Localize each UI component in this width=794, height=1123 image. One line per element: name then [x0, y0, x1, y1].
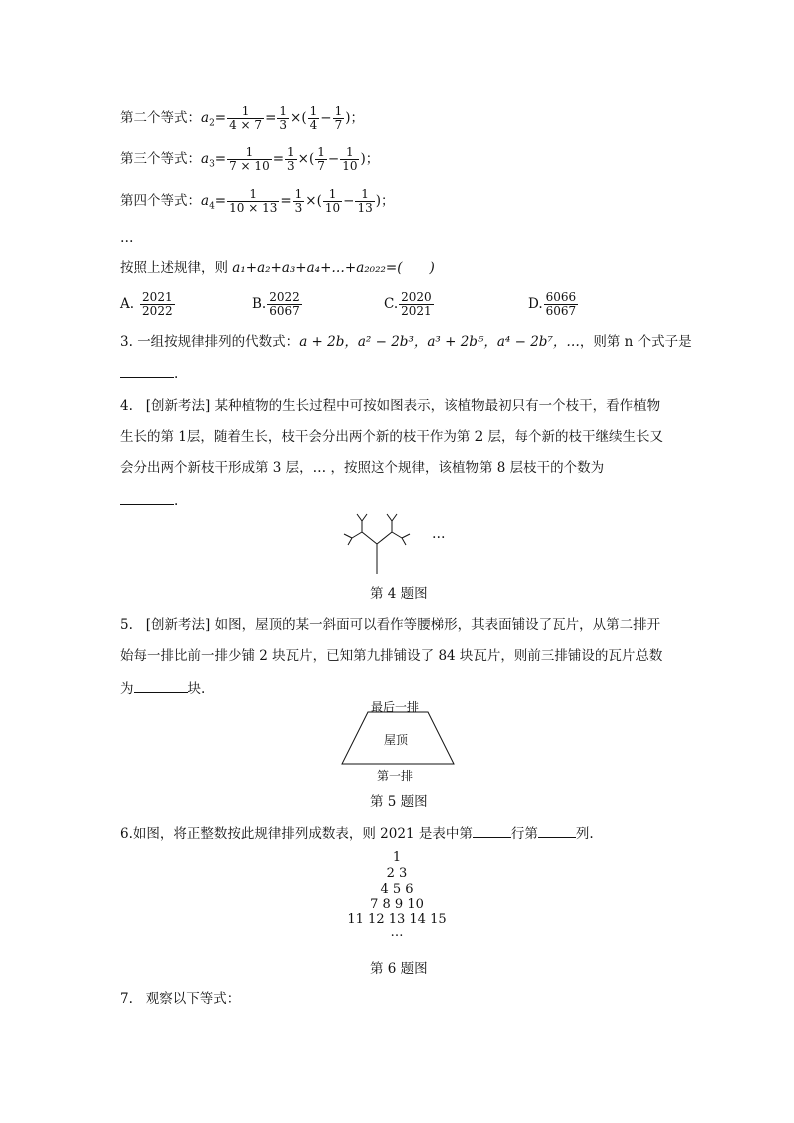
question-text: ，则第 n 个式子是: [579, 334, 692, 350]
q3-answer-line: [120, 363, 178, 383]
question-text: 一组按规律排列的代数式：: [137, 334, 300, 350]
close-paren: )；: [360, 151, 380, 167]
numerator: 6066: [545, 290, 577, 304]
equals: =: [280, 193, 292, 209]
option-fraction: [544, 291, 579, 318]
numerator: 1: [340, 146, 359, 160]
denominator: 3: [287, 159, 295, 173]
answer-blank-row[interactable]: [473, 823, 511, 838]
denominator: 2022: [142, 304, 173, 318]
q5-line-3: [120, 678, 205, 698]
q5-line-2: 始每一排比前一排少铺 2 块瓦片，已知第九排铺设了 84 块瓦片，则前三排铺设的瓦片总数: [120, 648, 663, 664]
fraction: [277, 105, 289, 132]
option-label: A.: [120, 296, 135, 312]
option-a[interactable]: [120, 286, 176, 322]
option-fraction: [267, 291, 302, 318]
trapezoid-bottom-label: 第一排: [377, 769, 414, 783]
question-expression: a₁+a₂+a₃+a₄+…+a₂₀₂₂=( ): [232, 260, 435, 276]
numerator: 1: [334, 104, 343, 118]
numerator: 1: [227, 188, 279, 202]
var-a: a: [201, 110, 210, 126]
denominator: 3: [294, 201, 303, 215]
q6-line: [120, 823, 594, 843]
period: .: [174, 366, 179, 382]
question-number: 5.: [120, 617, 133, 633]
period: .: [174, 493, 179, 509]
q3-line: [120, 333, 692, 351]
times-paren: ×(: [305, 193, 322, 209]
option-label: D.: [528, 296, 543, 312]
question-number: 4.: [120, 398, 133, 414]
trapezoid-center-label: 屋顶: [384, 733, 409, 747]
denominator: 10: [342, 159, 358, 173]
denominator: 7: [334, 118, 343, 132]
denominator: 2021: [401, 304, 432, 318]
times-paren: ×(: [297, 151, 315, 167]
q4-line-2: 生长的第 1层，随着生长，枝干会分出两个新的枝干作为第 2 层，每个新的枝干继续生长又: [120, 429, 664, 445]
fraction: [227, 105, 264, 132]
number-triangle-row-3: 4 5 6: [380, 882, 414, 897]
question-text: 列.: [575, 826, 594, 842]
fraction: [308, 105, 320, 132]
numerator: 1: [227, 105, 264, 119]
fraction: [323, 188, 342, 215]
number-triangle-row-4: 7 8 9 10: [370, 897, 424, 912]
option-c[interactable]: [384, 286, 435, 322]
subscript: 4: [209, 201, 215, 212]
question-tag: [创新考法]: [145, 398, 211, 414]
minus: −: [327, 151, 340, 167]
numerator: 1: [279, 104, 288, 118]
numerator: 1: [294, 187, 303, 201]
fraction: [340, 146, 359, 173]
tree-ellipsis: …: [432, 526, 446, 542]
q4-line-3: 会分出两个新枝干形成第 3 层，… ，按照这个规律，该植物第 8 层枝干的个数为: [120, 460, 605, 476]
fraction: [227, 146, 272, 173]
algebraic-sequence: a + 2b，a² − 2b³，a³ + 2b⁵，a⁴ − 2b⁷，…: [299, 334, 580, 350]
q4-answer-line: [120, 490, 178, 510]
q7-line: [120, 990, 240, 1008]
question-number: 3.: [120, 334, 133, 350]
option-fraction: [399, 291, 434, 318]
q4-line-1: [120, 397, 660, 415]
denominator: 7 × 10: [229, 159, 270, 173]
numerator: 1: [309, 104, 318, 118]
option-label: C.: [384, 296, 399, 312]
fraction: [285, 146, 297, 173]
fraction: [355, 188, 374, 215]
question-text: 为: [120, 681, 134, 697]
equals: =: [214, 110, 227, 126]
numerator: 1: [227, 146, 272, 160]
number-triangle-row-1: 1: [392, 850, 402, 865]
numerator: 2022: [269, 290, 300, 304]
q5-line-1: [120, 616, 660, 634]
number-triangle-ellipsis: …: [390, 925, 404, 940]
option-b[interactable]: [252, 286, 303, 322]
figure-caption-6: 第 6 题图: [370, 961, 428, 977]
subscript: 2: [209, 118, 215, 129]
answer-blank[interactable]: [134, 678, 188, 693]
option-label: B.: [252, 296, 267, 312]
var-a: a: [201, 151, 210, 167]
numerator: 1: [323, 188, 342, 202]
fraction: [293, 188, 305, 215]
branch-left: [362, 532, 377, 544]
question-number: 7.: [120, 991, 133, 1007]
denominator: 6067: [269, 304, 300, 318]
fraction: [333, 105, 345, 132]
trapezoid-top-label: 最后一排: [371, 700, 420, 714]
figure-caption-4: 第 4 题图: [370, 586, 428, 602]
equals: =: [272, 151, 285, 167]
question-text: 按照上述规律，则: [120, 260, 233, 276]
option-fraction: [140, 291, 175, 318]
denominator: 4: [309, 118, 318, 132]
equation-label: 第二个等式：: [120, 110, 201, 126]
equals: =: [214, 193, 227, 209]
equation-label: 第四个等式：: [120, 193, 201, 209]
times-paren: ×(: [290, 110, 307, 126]
close-paren: )；: [345, 110, 364, 126]
equals: =: [265, 110, 277, 126]
equals: =: [214, 151, 227, 167]
answer-blank[interactable]: [120, 490, 174, 505]
numerator: 2021: [142, 290, 173, 304]
fraction: [227, 188, 279, 215]
denominator: 7: [317, 159, 325, 173]
close-paren: )；: [375, 193, 395, 209]
minus: −: [343, 193, 355, 209]
numerator: 1: [317, 145, 325, 159]
numerator: 2020: [401, 290, 432, 304]
answer-blank[interactable]: [120, 363, 174, 378]
question-text: 6.如图，将正整数按此规律排列成数表，则 2021 是表中第: [120, 826, 473, 842]
equation-label: 第三个等式：: [120, 151, 201, 167]
numerator: 1: [355, 188, 374, 202]
subscript: 3: [209, 159, 215, 170]
denominator: 4 × 7: [229, 118, 263, 132]
branch-right: [377, 532, 392, 544]
question-text: 如图，屋顶的某一斜面可以看作等腰梯形，其表面铺设了瓦片，从第二排开: [214, 617, 661, 633]
equation-line-4: [120, 183, 395, 219]
denominator: 10: [324, 201, 341, 215]
question-tag: [创新考法]: [145, 617, 211, 633]
fraction: [315, 146, 327, 173]
number-triangle-row-5: 11 12 13 14 15: [347, 912, 447, 927]
equation-line-3: [120, 141, 379, 177]
numerator: 1: [287, 145, 295, 159]
q2-question: [120, 259, 435, 277]
denominator: 3: [279, 118, 288, 132]
denominator: 10 × 13: [229, 201, 278, 215]
question-text: 某种植物的生长过程中可按如图表示，该植物最初只有一个枝干，看作植物: [214, 398, 661, 414]
ellipsis-line: …: [120, 230, 134, 246]
number-triangle-row-2: 2 3: [386, 866, 408, 881]
question-text: 观察以下等式：: [145, 991, 241, 1007]
equation-line-2: [120, 100, 364, 136]
option-d[interactable]: [528, 286, 579, 322]
denominator: 6067: [545, 304, 577, 318]
var-a: a: [201, 193, 210, 209]
figure-caption-5: 第 5 题图: [370, 794, 428, 810]
answer-blank-column[interactable]: [538, 823, 576, 838]
question-text: 行第: [510, 826, 538, 842]
question-text: 块.: [187, 681, 206, 697]
denominator: 13: [357, 201, 373, 215]
minus: −: [320, 110, 332, 126]
